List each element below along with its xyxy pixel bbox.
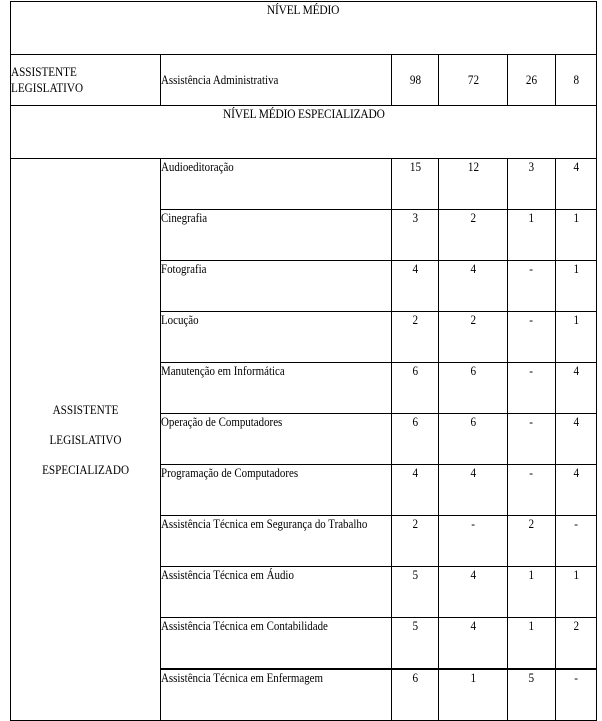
section-row-nivel-medio-especializado <box>11 106 597 159</box>
value-cell: 3 <box>392 210 439 261</box>
area-cell: Fotografia <box>161 261 392 312</box>
value-cell: 6 <box>392 414 439 465</box>
value-cell: 1 <box>439 669 508 721</box>
value-cell: 12 <box>439 159 508 210</box>
value-cell: 2 <box>439 312 508 363</box>
area-cell: Assistência Administrativa <box>161 55 392 106</box>
value-cell: 72 <box>439 55 508 106</box>
value-cell: 1 <box>556 261 597 312</box>
value-cell: 4 <box>392 261 439 312</box>
value-cell: 6 <box>439 363 508 414</box>
value-cell: 4 <box>439 618 508 670</box>
area-cell: Cinegrafia <box>161 210 392 261</box>
value-cell: 4 <box>439 567 508 618</box>
value-cell: - <box>439 516 508 567</box>
value-cell: 5 <box>392 567 439 618</box>
value-cell: 1 <box>508 618 556 670</box>
value-cell: - <box>508 465 556 516</box>
value-cell: 1 <box>508 567 556 618</box>
value-cell: - <box>556 516 597 567</box>
value-cell: 2 <box>392 312 439 363</box>
section-title-nivel-medio: NÍVEL MÉDIO <box>11 2 597 55</box>
value-cell: 5 <box>508 669 556 721</box>
value-cell: 4 <box>556 159 597 210</box>
area-cell: Programação de Computadores <box>161 465 392 516</box>
value-cell: 6 <box>439 414 508 465</box>
value-cell: 26 <box>508 55 556 106</box>
value-cell: 1 <box>508 210 556 261</box>
value-cell: 4 <box>556 363 597 414</box>
value-cell: - <box>508 414 556 465</box>
value-cell: 2 <box>508 516 556 567</box>
value-cell: 2 <box>556 618 597 670</box>
value-cell: 98 <box>392 55 439 106</box>
area-cell: Assistência Técnica em Contabilidade <box>161 618 392 670</box>
area-cell: Assistência Técnica em Segurança do Trabalho <box>161 516 392 567</box>
value-cell: 3 <box>508 159 556 210</box>
value-cell: - <box>508 363 556 414</box>
value-cell: 4 <box>556 414 597 465</box>
area-cell: Assistência Técnica em Enfermagem <box>161 669 392 721</box>
area-cell: Audioeditoração <box>161 159 392 210</box>
area-cell: Locução <box>161 312 392 363</box>
value-cell: 1 <box>556 312 597 363</box>
value-cell: 8 <box>556 55 597 106</box>
value-cell: 4 <box>439 261 508 312</box>
value-cell: 2 <box>392 516 439 567</box>
value-cell: 15 <box>392 159 439 210</box>
area-cell: Assistência Técnica em Áudio <box>161 567 392 618</box>
area-cell: Manutenção em Informática <box>161 363 392 414</box>
section-row-nivel-medio <box>11 2 597 55</box>
table-row <box>11 55 597 106</box>
cargo-cell-especializado: ASSISTENTE LEGISLATIVO ESPECIALIZADO <box>11 159 161 721</box>
value-cell: 4 <box>556 465 597 516</box>
value-cell: 2 <box>439 210 508 261</box>
value-cell: 4 <box>392 465 439 516</box>
value-cell: 1 <box>556 210 597 261</box>
value-cell: 6 <box>392 669 439 721</box>
section-title-nivel-medio-especializado: NÍVEL MÉDIO ESPECIALIZADO <box>11 106 597 159</box>
value-cell: 1 <box>556 567 597 618</box>
area-cell: Operação de Computadores <box>161 414 392 465</box>
table-row <box>11 159 597 210</box>
cargo-cell: ASSISTENTE LEGISLATIVO <box>11 55 161 106</box>
value-cell: - <box>556 669 597 721</box>
value-cell: 4 <box>439 465 508 516</box>
value-cell: - <box>508 312 556 363</box>
vacancies-table <box>10 1 597 721</box>
value-cell: 6 <box>392 363 439 414</box>
value-cell: 5 <box>392 618 439 670</box>
value-cell: - <box>508 261 556 312</box>
